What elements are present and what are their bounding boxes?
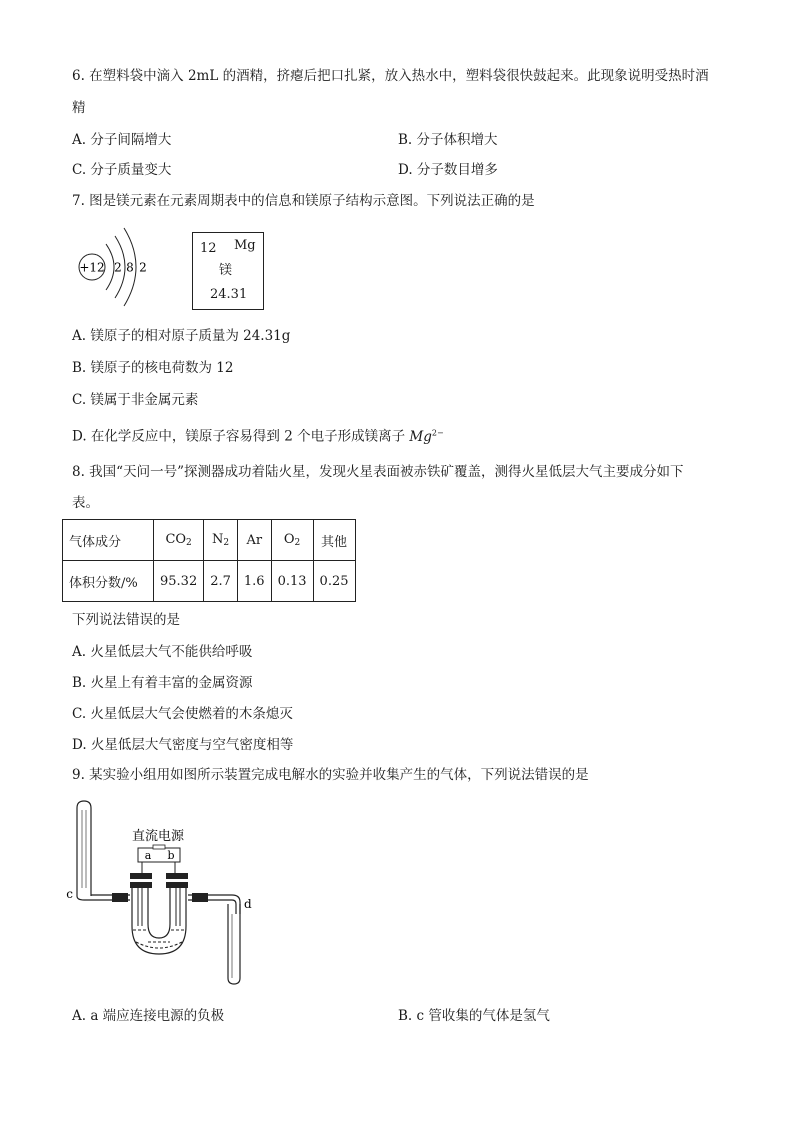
q8-option-d[interactable]: D. 火星低层大气密度与空气密度相等 xyxy=(72,737,294,753)
table-cell-gas: $O_2$ xyxy=(271,520,313,561)
q7-option-a[interactable]: A. 镁原子的相对原子质量为 24.31g xyxy=(72,328,291,344)
element-symbol: Mg xyxy=(234,238,256,253)
q6-option-d[interactable]: D. 分子数目增多 xyxy=(398,162,498,178)
q6-option-a[interactable]: A. 分子间隔增大 xyxy=(72,132,172,148)
q7-stem: 7. 图是镁元素在元素周期表中的信息和镁原子结构示意图。下列说法正确的是 xyxy=(72,193,535,209)
atom-shell-3-electrons: 2 xyxy=(139,260,147,275)
table-cell-gas: Ar xyxy=(237,520,271,561)
label-d: d xyxy=(244,897,252,911)
q9-option-b[interactable]: B. c 管收集的气体是氢气 xyxy=(398,1008,550,1024)
atom-shell-2-electrons: 8 xyxy=(126,260,134,275)
q8-stem-line2: 表。 xyxy=(72,495,99,511)
table-row xyxy=(63,561,356,602)
q6-stem-line1: 6. 在塑料袋中滴入 2mL 的酒精，挤瘪后把口扎紧，放入热水中，塑料袋很快鼓起来。此现象说明受热时酒 xyxy=(72,68,709,84)
q7-option-d-text: D. 在化学反应中，镁原子容易得到 2 个电子形成镁离子 xyxy=(72,428,410,445)
table-cell-value: 95.32 xyxy=(154,561,204,602)
q9-option-a[interactable]: A. a 端应连接电源的负极 xyxy=(72,1008,225,1024)
table-cell-gas: $CO_2$ xyxy=(154,520,204,561)
element-atomic-number: 12 xyxy=(200,241,217,256)
magnesium-ion-formula: $Mg^{2-}$ xyxy=(409,428,444,445)
table-cell-value: 0.13 xyxy=(271,561,313,602)
q7-option-b[interactable]: B. 镁原子的核电荷数为 12 xyxy=(72,360,234,376)
mg-atom-structure-diagram xyxy=(72,222,172,312)
q6-option-b[interactable]: B. 分子体积增大 xyxy=(398,132,498,148)
table-cell-value: 2.7 xyxy=(204,561,238,602)
q6-option-c[interactable]: C. 分子质量变大 xyxy=(72,162,172,178)
q6-stem-line2: 精 xyxy=(72,100,86,116)
q8-prompt: 下列说法错误的是 xyxy=(72,612,180,628)
atom-shell-1-electrons: 2 xyxy=(114,260,122,275)
mars-atmosphere-table xyxy=(62,519,356,602)
table-cell-gas: 其他 xyxy=(313,520,355,561)
table-header-volume: 体积分数/% xyxy=(63,561,154,602)
power-supply-label: 直流电源 xyxy=(131,829,185,844)
electrolysis-apparatus-diagram xyxy=(60,796,260,988)
table-cell-value: 0.25 xyxy=(313,561,355,602)
terminal-a-label: a xyxy=(144,849,152,862)
table-cell-gas: $N_2$ xyxy=(204,520,238,561)
terminal-b-label: b xyxy=(167,849,175,862)
element-name: 镁 xyxy=(219,263,233,278)
element-atomic-mass: 24.31 xyxy=(210,287,248,302)
q8-option-a[interactable]: A. 火星低层大气不能供给呼吸 xyxy=(72,644,253,660)
mg-periodic-table-cell xyxy=(192,232,264,310)
q9-stem: 9. 某实验小组用如图所示装置完成电解水的实验并收集产生的气体，下列说法错误的是 xyxy=(72,767,589,783)
q7-option-c[interactable]: C. 镁属于非金属元素 xyxy=(72,392,199,408)
atom-nucleus-charge: +12 xyxy=(79,260,105,275)
q7-option-d[interactable] xyxy=(72,423,444,447)
table-header-gas: 气体成分 xyxy=(63,520,154,561)
table-row xyxy=(63,520,356,561)
q8-option-b[interactable]: B. 火星上有着丰富的金属资源 xyxy=(72,675,253,691)
q8-stem-line1: 8. 我国“天问一号”探测器成功着陆火星，发现火星表面被赤铁矿覆盖，测得火星低层大气主要成分如下 xyxy=(72,464,684,480)
q8-option-c[interactable]: C. 火星低层大气会使燃着的木条熄灭 xyxy=(72,706,293,722)
label-c: c xyxy=(66,887,73,901)
table-cell-value: 1.6 xyxy=(237,561,271,602)
